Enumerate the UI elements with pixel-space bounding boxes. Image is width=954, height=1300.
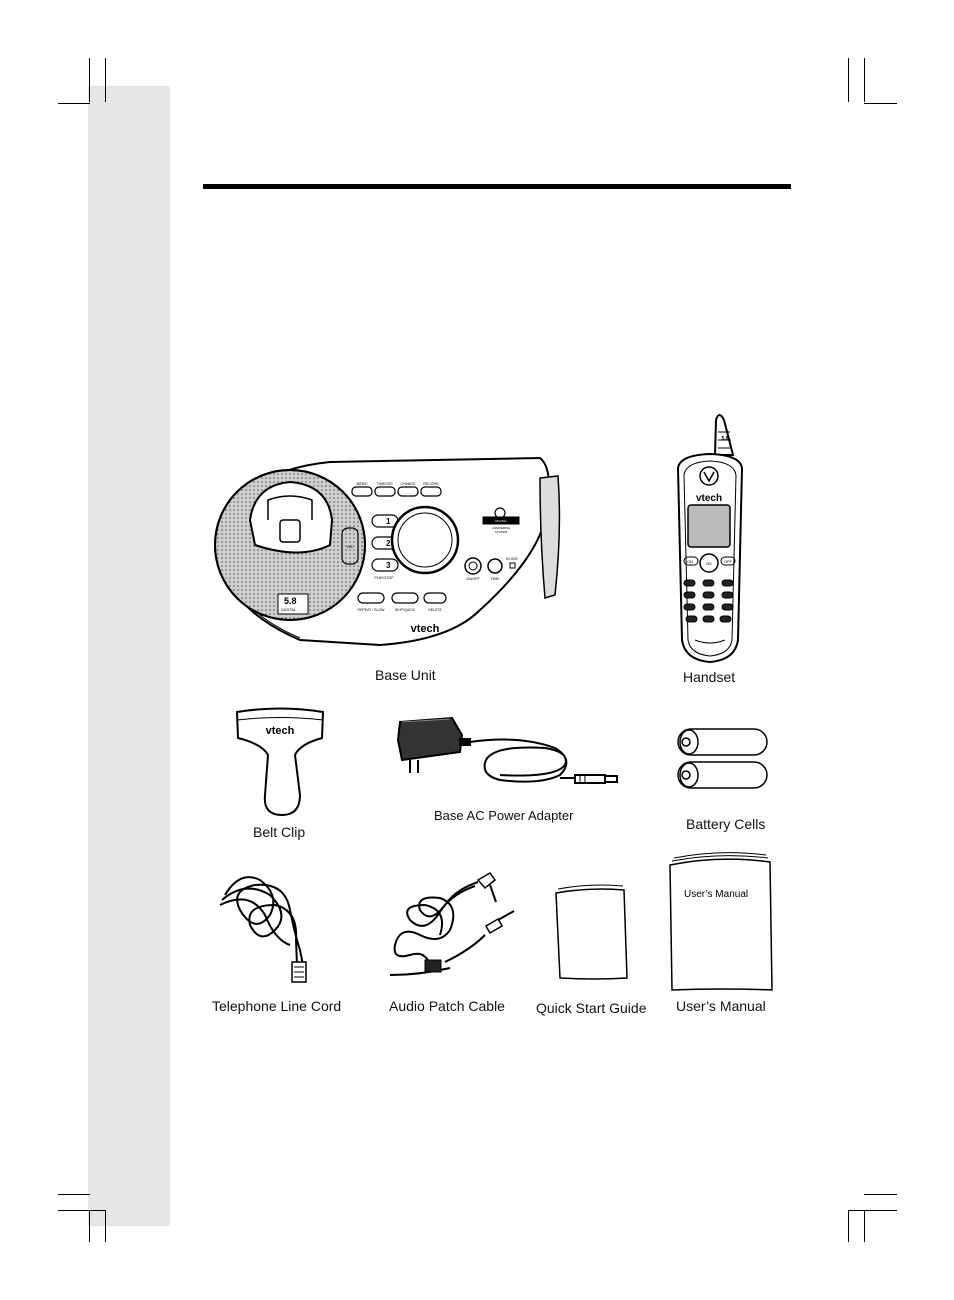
adapter-label: Base AC Power Adapter (434, 808, 574, 823)
handset-logo: vtech (695, 493, 723, 504)
base-small-label: FIND (490, 577, 500, 581)
base-lower-button-label: DELETE (428, 608, 442, 612)
users-manual-label: User’s Manual (676, 998, 766, 1014)
mailbox-number: 1 (386, 517, 391, 526)
mailbox-number: 2 (386, 539, 391, 548)
digital-system-label: DIGITAL (495, 519, 507, 523)
base-small-label: IN USE (506, 557, 518, 561)
manual-cover-text: User’s Manual (684, 889, 749, 900)
digital-system-label: SYSTEM (494, 530, 508, 534)
base-badge: 5.8 (284, 596, 297, 606)
clip-logo: vtech (265, 725, 295, 737)
base-small-label: PLAY/STOP (374, 576, 394, 580)
mailbox-number: 3 (386, 561, 391, 570)
battery-label: Battery Cells (686, 816, 766, 832)
base-button-label: TIME/SET (376, 482, 394, 486)
digital-system-label: ANSWERING (491, 526, 511, 530)
base-logo: vtech (410, 623, 440, 635)
handset-key-label: OK (706, 561, 712, 566)
base-button-label: CHANGE (400, 482, 416, 486)
handset-badge: 5.8 (721, 436, 729, 442)
base-lower-button-label: REPEAT / SLOW (357, 608, 385, 612)
handset-key-label: ON (687, 559, 693, 564)
base-badge-sub: DIGITAL (281, 607, 297, 612)
base-small-label: ON/OFF (466, 577, 480, 581)
base-small-label: VOL (346, 545, 354, 549)
handset-label: Handset (683, 669, 736, 685)
belt-clip-label: Belt Clip (253, 824, 306, 840)
base-button-label: MEMO (356, 482, 368, 486)
patch-cable-label: Audio Patch Cable (389, 998, 505, 1014)
line-cord-label: Telephone Line Cord (212, 998, 342, 1014)
base-button-label: RECORD (423, 482, 439, 486)
base-lower-button-label: SKIP/QUICK (394, 608, 416, 612)
quick-start-label: Quick Start Guide (536, 1000, 647, 1016)
base-unit-label: Base Unit (375, 667, 436, 683)
handset-key-label: OFF (724, 559, 732, 564)
